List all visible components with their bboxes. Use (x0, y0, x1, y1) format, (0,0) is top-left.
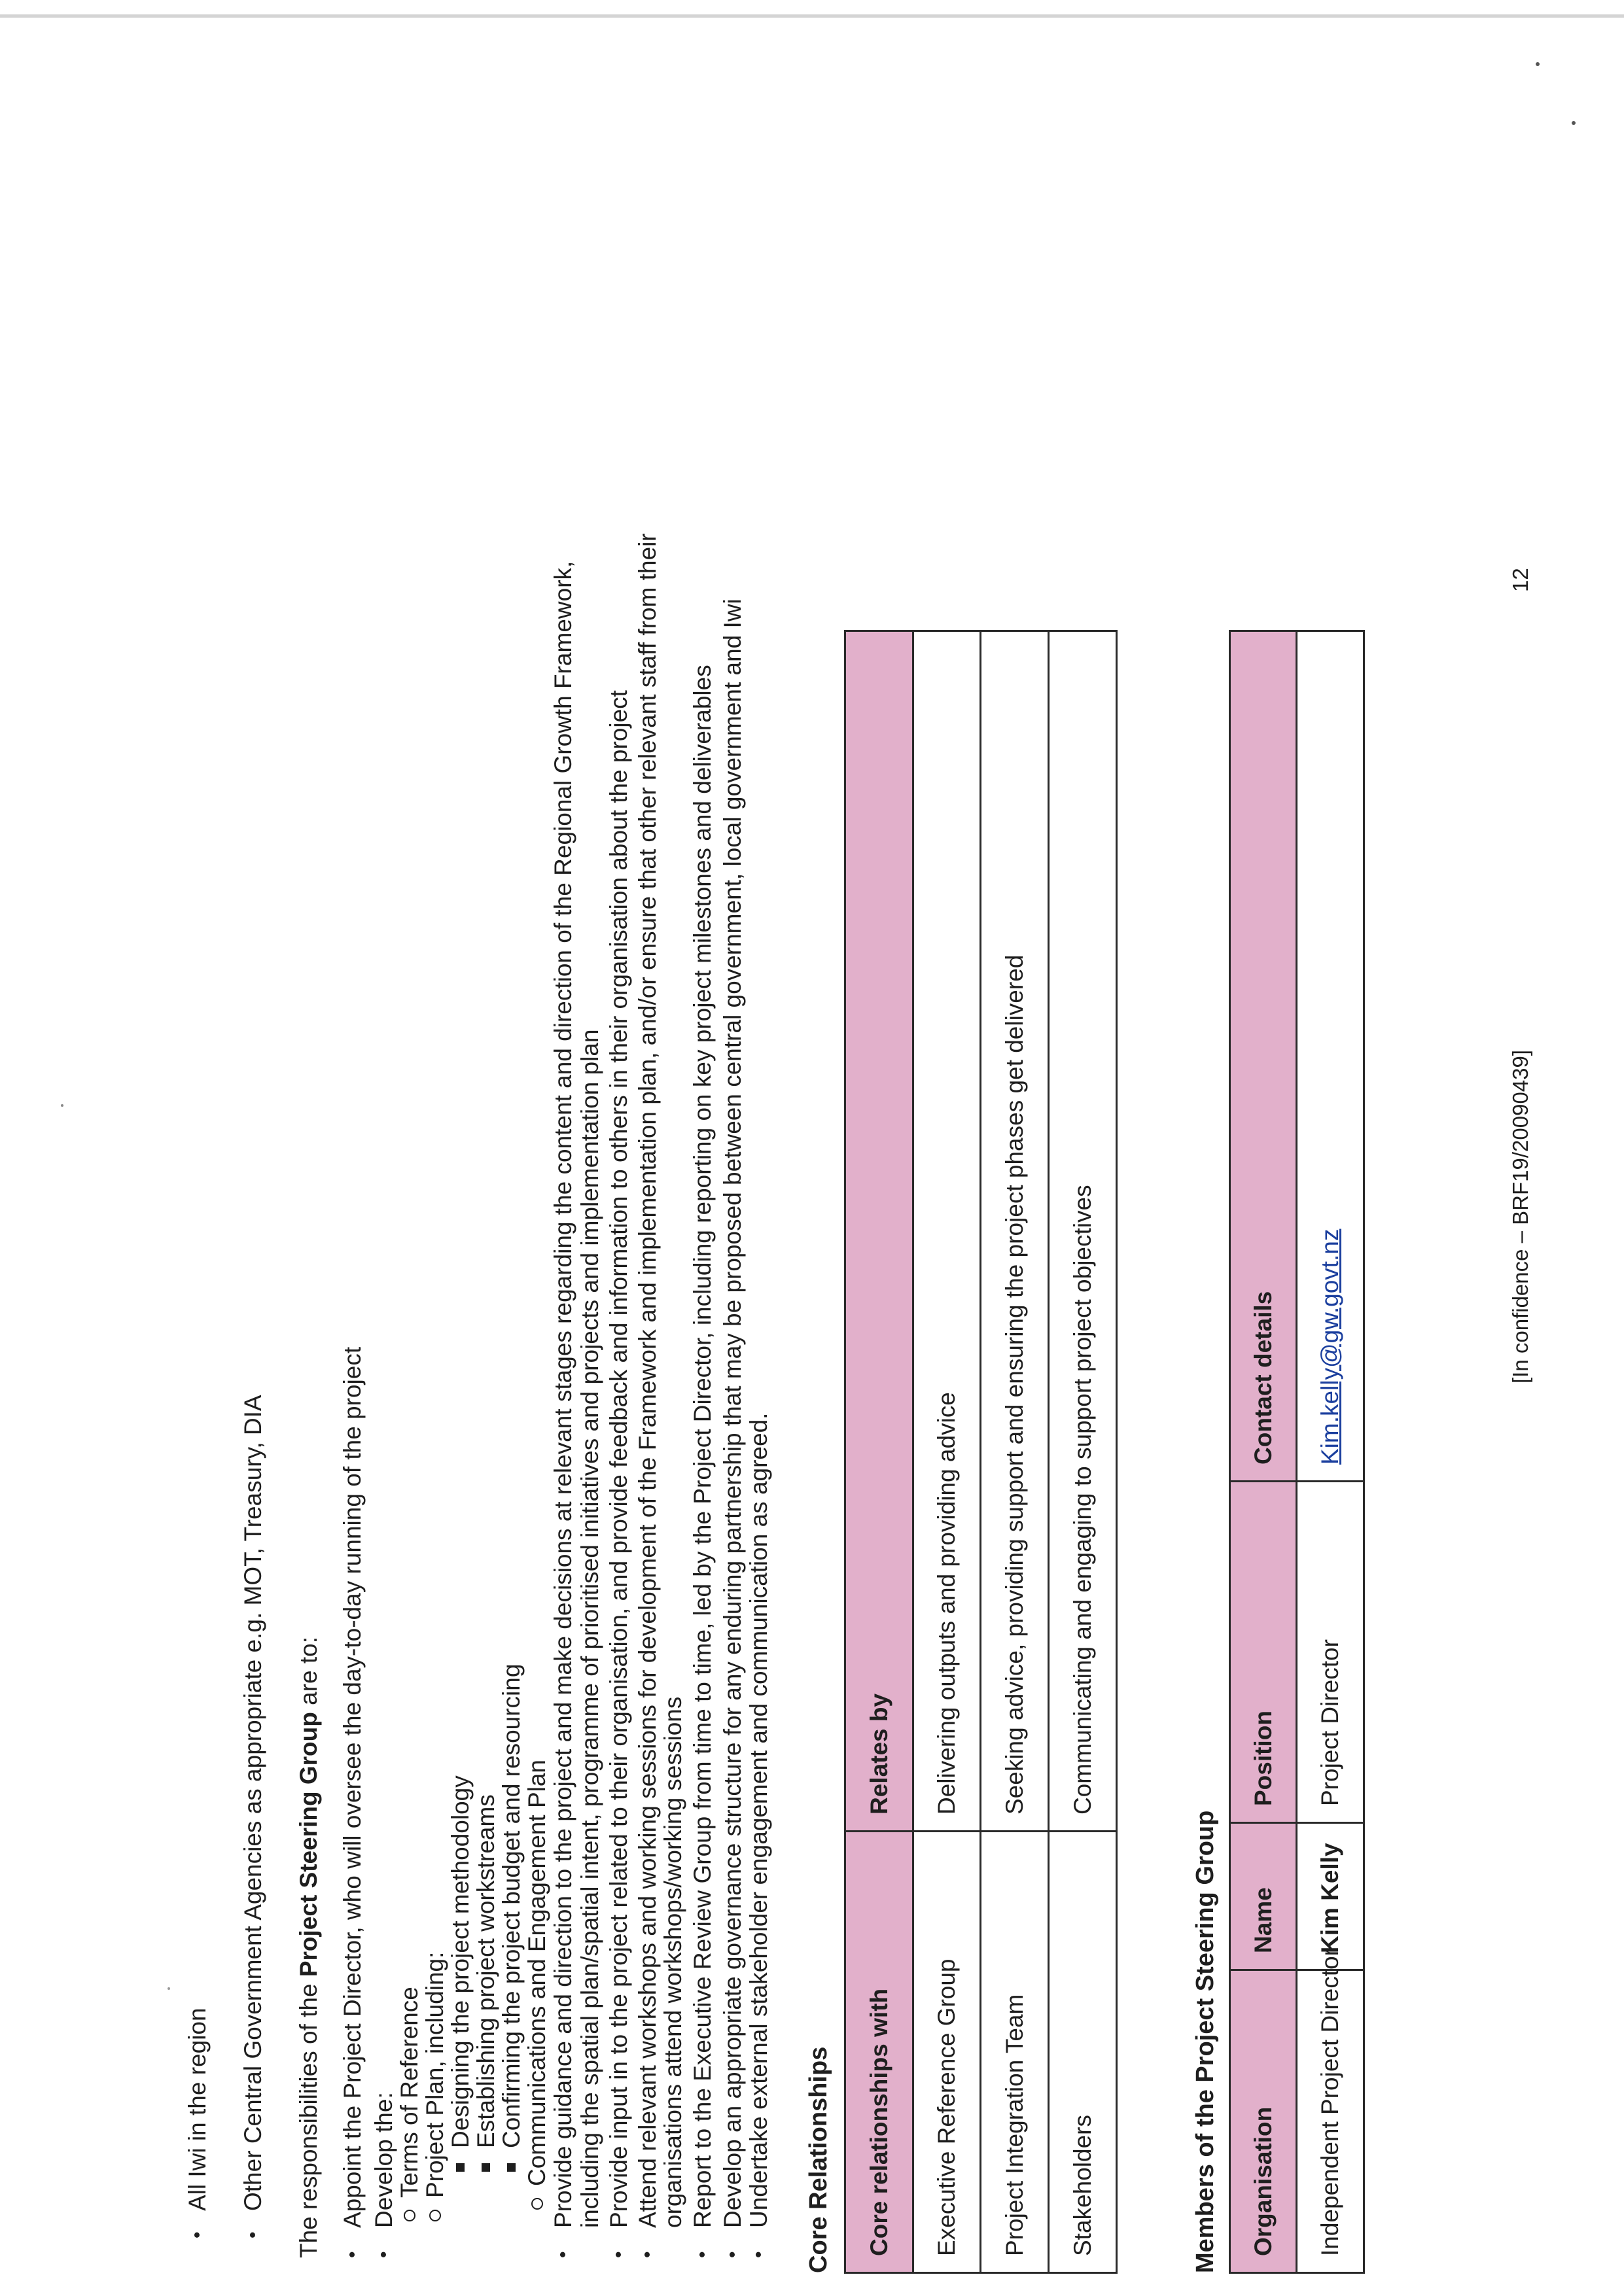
circle-bullet (429, 2210, 441, 2221)
square-bullet (482, 2163, 490, 2172)
resp-report: Report to the Executive Review Group from time to time, led by the Project Director, including reporting on key project milestones and deliverables (689, 665, 716, 2228)
table-cell: Kim Kelly (1297, 1823, 1364, 1970)
bullet-dot: • (637, 2251, 658, 2258)
members-table (1229, 630, 1365, 2274)
resp-input: Provide input in to the project related to their organisation, and provide feedback and information to others in their organisation about the project (605, 690, 632, 2228)
table-cell: Project Director (1297, 1482, 1364, 1823)
resp-guidance-line1: Provide guidance and direction to the project and make decisions at relevant stages regarding the content and direction of the Regional Growth Framework, (550, 561, 576, 2228)
sub-project-plan: Project Plan, including: (421, 1951, 448, 2198)
sub-terms: Terms of Reference (396, 1987, 423, 2198)
responsibilities-intro: The responsibilities of the Project Steering Group are to: (295, 1636, 322, 2258)
resp-attend-line2: organisations attend workshops/working sessions (660, 1696, 686, 2228)
table-cell: Delivering outputs and providing advice (913, 631, 981, 1832)
table-cell: Independent Project Director (1297, 1970, 1364, 2273)
square-bullet (456, 2163, 465, 2172)
col-header: Organisation (1230, 1970, 1297, 2273)
table-cell: Communicating and engaging to support project objectives (1049, 631, 1117, 1832)
bullet-agencies: Other Central Government Agencies as appropriate e.g. MOT, Treasury, DIA (239, 1395, 266, 2211)
resp-attend-line1: Attend relevant workshops and working sessions for development of the Framework and implementation plan, and/or ensure that other relevant staff from their (634, 533, 661, 2228)
circle-bullet (404, 2210, 415, 2221)
bullet-dot: • (186, 2231, 208, 2238)
table-header-row (1230, 631, 1297, 2273)
col-header: Core relationships with (845, 1832, 913, 2273)
circle-bullet (531, 2198, 543, 2210)
resp-engagement: Undertake external stakeholder engagement and communication as agreed. (745, 1412, 772, 2228)
col-header: Name (1230, 1823, 1297, 1970)
table-row (913, 631, 981, 2273)
bullet-dot: • (373, 2251, 395, 2258)
subsub-budget: Confirming the project budget and resourcing (498, 1663, 525, 2148)
bullet-dot: • (342, 2251, 363, 2258)
members-heading: Members of the Project Steering Group (1192, 1810, 1219, 2273)
resp-guidance-line2: including the spatial plan/spatial intent, programme of prioritised initiatives and projects and implementation plan (576, 1029, 603, 2228)
square-bullet (507, 2163, 516, 2172)
col-header: Relates by (845, 631, 913, 1832)
table-cell: Seeking advice, providing support and ensuring the project phases get delivered (981, 631, 1049, 1832)
email-link[interactable]: Kim.kelly@gw.govt.nz (1316, 1228, 1343, 1465)
table-row (981, 631, 1049, 2273)
bullet-dot: • (242, 2231, 264, 2238)
bullet-iwi: All Iwi in the region (184, 2008, 211, 2211)
subsub-methodology: Designing the project methodology (447, 1775, 474, 2148)
resp-governance: Develop an appropriate governance structure for any enduring partnership that may be proposed between central government, local government and Iwi (719, 599, 746, 2228)
table-cell (1297, 631, 1364, 1482)
page-number: 12 (1508, 568, 1532, 592)
subsub-workstreams: Establishing project workstreams (472, 1794, 499, 2148)
bullet-dot: • (748, 2251, 769, 2258)
core-relationships-table (844, 630, 1118, 2274)
resp-develop: Develop the: (370, 2092, 397, 2228)
table-row (1049, 631, 1117, 2273)
sub-comms-plan: Communications and Engagement Plan (523, 1760, 550, 2186)
core-relationships-heading: Core Relationships (805, 2046, 832, 2273)
confidence-footer: [In confidence – BRF19/20090439] (1508, 1049, 1532, 1383)
table-header-row (845, 631, 913, 2273)
bullet-dot: • (608, 2251, 629, 2258)
intro-bold: Project Steering Group (295, 1712, 322, 1977)
col-header: Contact details (1230, 631, 1297, 1482)
bullet-dot: • (692, 2251, 713, 2258)
bullet-dot: • (552, 2251, 574, 2258)
table-cell: Stakeholders (1049, 1832, 1117, 2273)
resp-appoint: Appoint the Project Director, who will oversee the day-to-day running of the project (339, 1346, 366, 2228)
bullet-dot: • (722, 2251, 743, 2258)
table-row (1297, 631, 1364, 2273)
col-header: Position (1230, 1482, 1297, 1823)
table-cell: Project Integration Team (981, 1832, 1049, 2273)
table-cell: Executive Reference Group (913, 1832, 981, 2273)
